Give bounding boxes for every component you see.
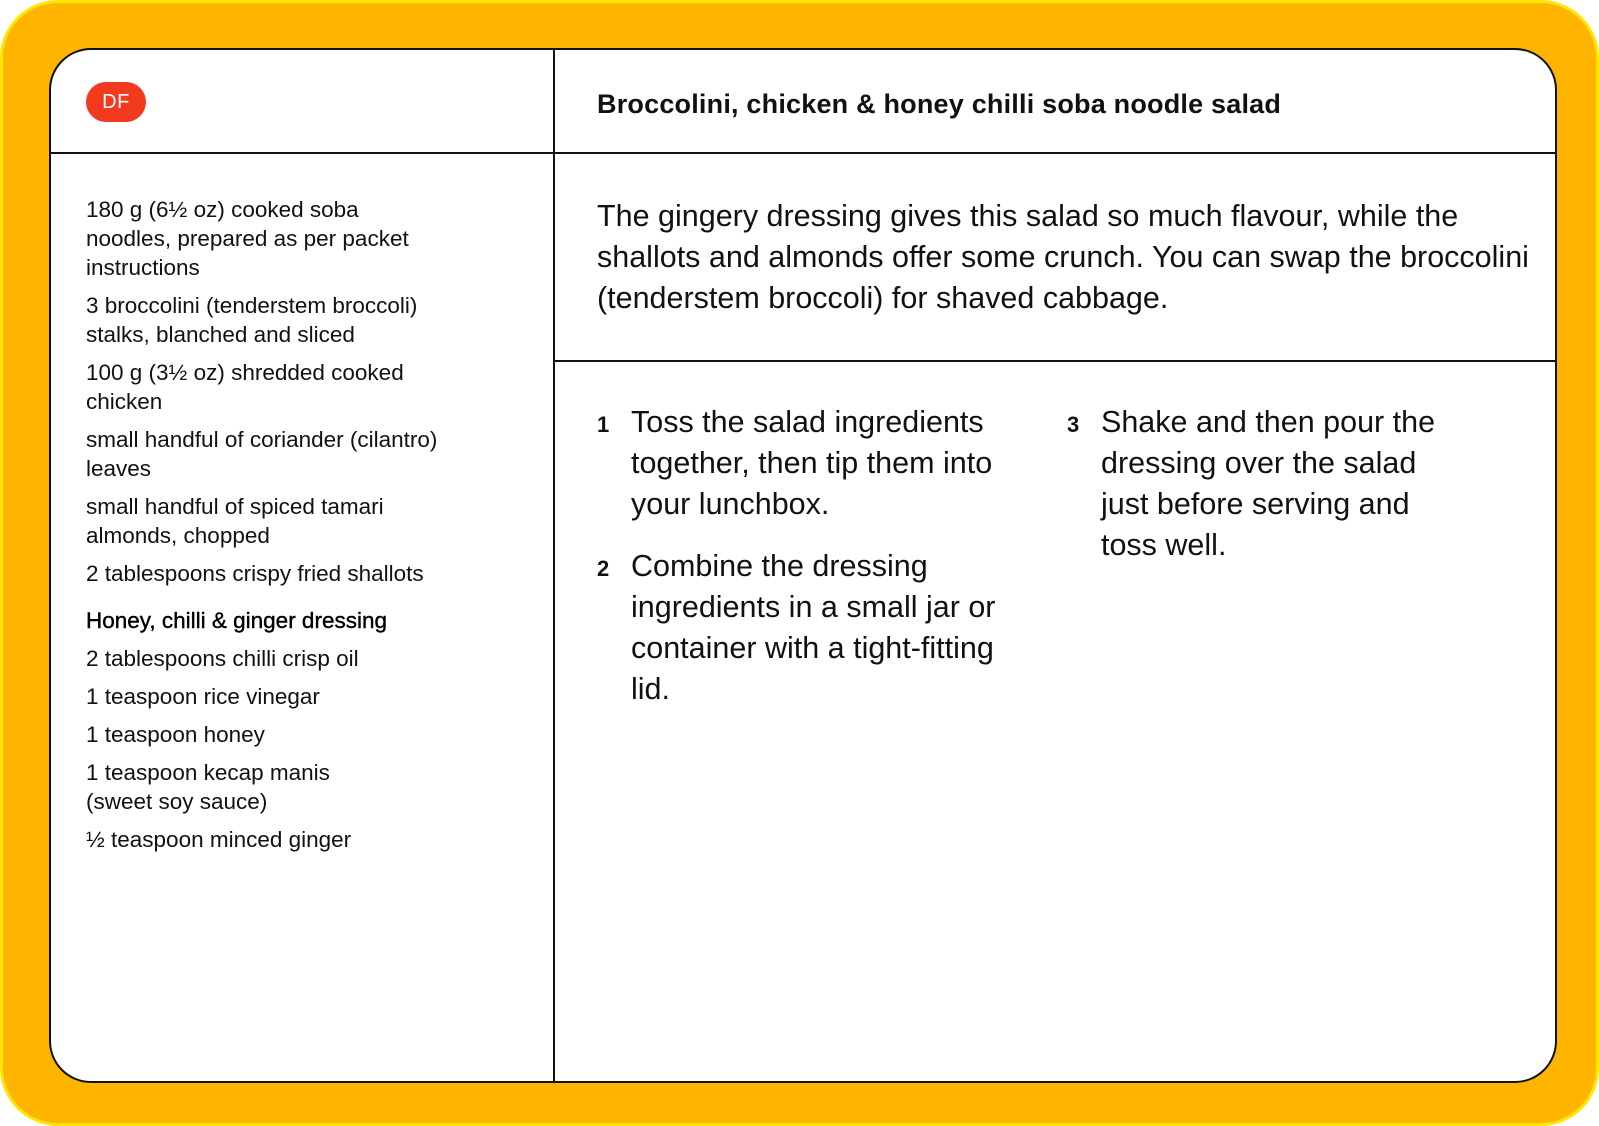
dressing-item: 1 teaspoon honey	[86, 722, 265, 747]
ingredient-item: 180 g (6½ oz) cooked soba noodles, prepared as per packet instructions	[86, 197, 409, 280]
dairy-free-badge: DF	[86, 82, 146, 122]
step-text: Shake and then pour the dressing over the salad just before serving and toss well.	[1101, 405, 1436, 562]
recipe-title: Broccolini, chicken & honey chilli soba noodle salad	[597, 89, 1282, 119]
step-number: 1	[597, 412, 610, 437]
method-step	[597, 402, 1007, 525]
dressing-item: 2 tablespoons chilli crisp oil	[86, 646, 359, 671]
dressing-heading: Honey, chilli & ginger dressing	[86, 608, 387, 633]
dressing-item: 1 teaspoon rice vinegar	[86, 684, 320, 709]
ingredient-item: small handful of coriander (cilantro) leaves	[86, 427, 438, 481]
step-number: 3	[1067, 412, 1080, 437]
intro-divider	[555, 360, 1557, 362]
ingredient-item: 100 g (3½ oz) shredded cooked chicken	[86, 360, 404, 414]
step-number: 2	[597, 556, 610, 581]
header-divider	[51, 152, 1555, 154]
ingredients-list	[86, 195, 516, 863]
step-text: Combine the dressing ingredients in a small jar or container with a tight-fitting lid.	[631, 549, 996, 706]
ingredient-item: 3 broccolini (tenderstem broccoli) stalks, blanched and sliced	[86, 293, 418, 347]
method-step	[1067, 402, 1477, 566]
recipe-intro: The gingery dressing gives this salad so much flavour, while the shallots and almonds offer some crunch. You can swap the broccolini (tenderstem broccoli) for shaved cabbage.	[597, 199, 1529, 315]
dressing-item: 1 teaspoon kecap manis (sweet soy sauce)	[86, 760, 330, 814]
column-divider	[553, 50, 555, 1081]
step-text: Toss the salad ingredients together, then tip them into your lunchbox.	[631, 405, 993, 521]
method-step	[597, 546, 1007, 710]
ingredient-item: small handful of spiced tamari almonds, chopped	[86, 494, 384, 548]
method-column-1	[597, 402, 1007, 731]
dressing-item: ½ teaspoon minced ginger	[86, 827, 352, 852]
recipe-card	[49, 48, 1557, 1083]
ingredient-item: 2 tablespoons crispy fried shallots	[86, 561, 424, 586]
method-column-2	[1067, 402, 1477, 587]
